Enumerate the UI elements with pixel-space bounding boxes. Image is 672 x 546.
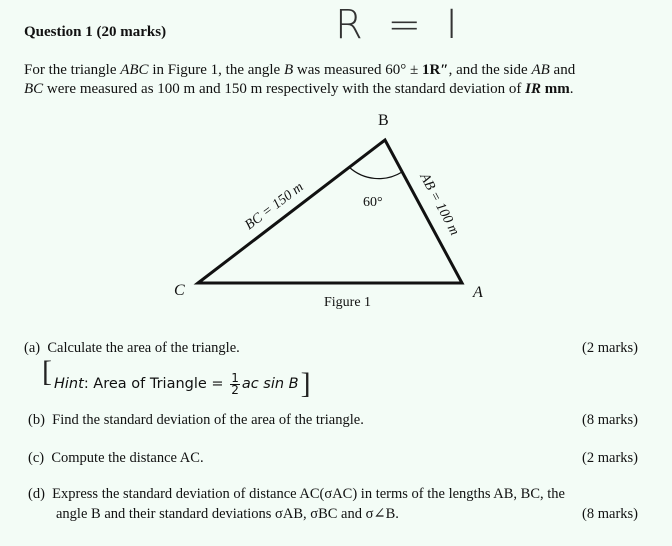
angle-label: 60° xyxy=(363,195,383,210)
hint-box: [ Hint: Area of Triangle = $\frac{1}{2}$ ac sin B] xyxy=(42,355,311,400)
figure-caption: Figure 1 xyxy=(324,295,372,310)
part-c: (c) Compute the distance AC. xyxy=(28,450,204,466)
vertex-a-label: A xyxy=(473,284,483,301)
question-title: Question 1 (20 marks) xyxy=(24,24,167,40)
part-a-marks: (2 marks) xyxy=(582,340,638,356)
side-bc-label: BC = 150 m xyxy=(242,179,307,234)
part-c-marks: (2 marks) xyxy=(582,450,638,466)
triangle-figure xyxy=(150,105,500,315)
part-b: (b) Find the standard deviation of the area of the triangle. xyxy=(28,412,364,428)
vertex-c-label: C xyxy=(174,282,185,299)
triangle-shape xyxy=(198,140,462,283)
side-ab-label: AB = 100 m xyxy=(416,170,462,239)
vertex-b-label: B xyxy=(378,112,389,129)
part-a: (a) Calculate the area of the triangle. xyxy=(24,340,240,356)
angle-arc xyxy=(349,167,402,179)
hint-fraction: $\frac{1}{2}$ xyxy=(231,370,239,397)
part-d-marks: (8 marks) xyxy=(582,506,638,522)
part-d-line2: angle B and their standard deviations σAB, σBC and σ∠B. xyxy=(56,506,399,522)
part-d: (d) Express the standard deviation of distance AC(σAC) in terms of the lengths AB, BC, the xyxy=(28,486,565,502)
part-b-marks: (8 marks) xyxy=(582,412,638,428)
question-intro: For the triangle ABC in Figure 1, the angle B was measured 60° ± 1R″, and the side AB and BC were measured as 100 m and 150 m respectively with the standard deviation of IR mm. xyxy=(24,62,576,97)
handwritten-note: R = I xyxy=(335,2,464,48)
